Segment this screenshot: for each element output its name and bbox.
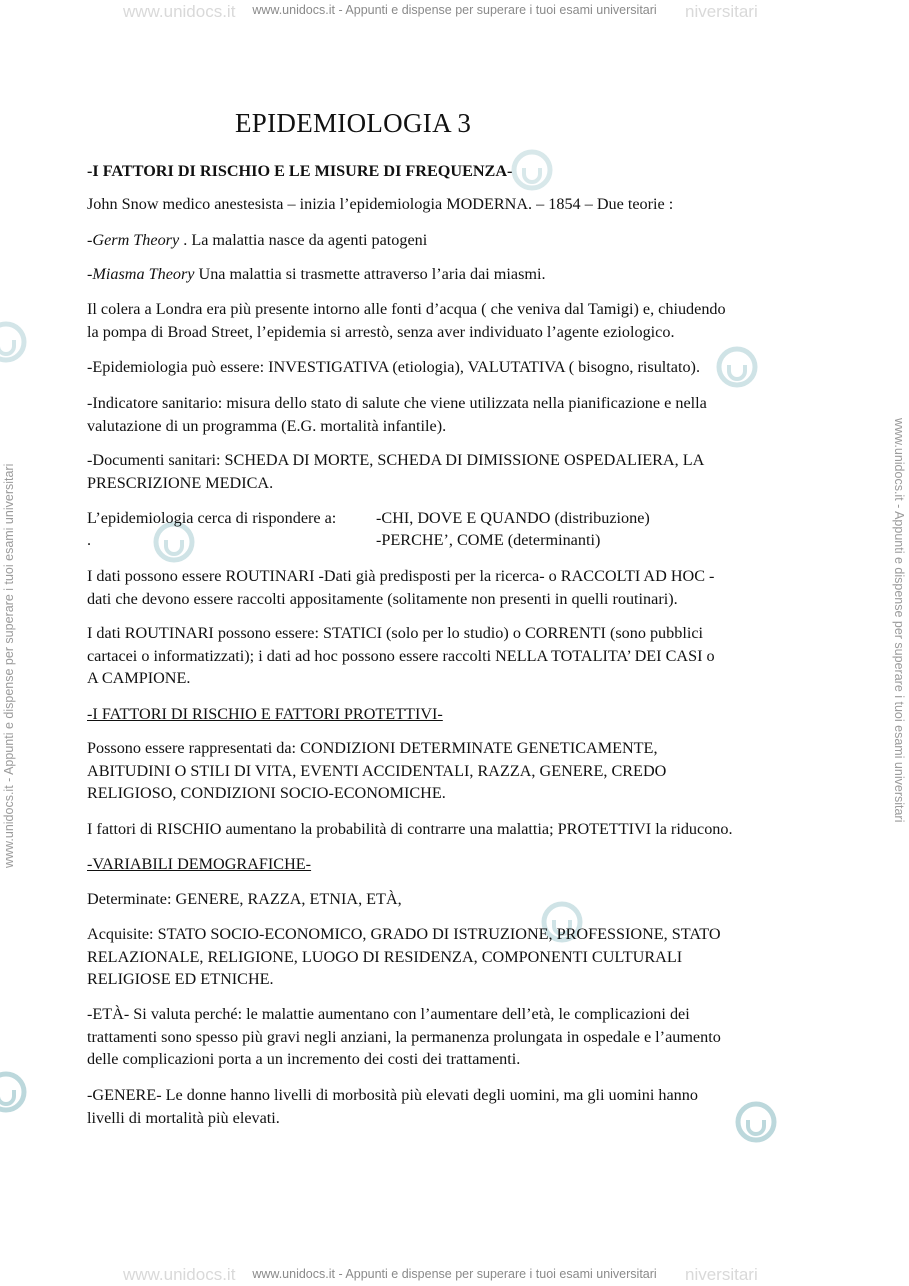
page-title: EPIDEMIOLOGIA 3	[235, 108, 472, 138]
paragraph	[87, 1084, 822, 1129]
text-line: I dati possono essere ROUTINARI -Dati già predisposti per la ricerca- o RACCOLTI AD HOC -	[87, 567, 715, 585]
section-heading: -I FATTORI DI RISCHIO E FATTORI PROTETTIVI-	[87, 705, 443, 723]
text-line: Il colera a Londra era più presente intorno alle fonti d’acqua ( che veniva dal Tamigi) e, chiudendo	[87, 300, 726, 318]
text-line: -GENERE- Le donne hanno livelli di morbosità più elevati degli uomini, ma gli uomini hanno	[87, 1086, 698, 1104]
term-text: Una malattia si trasmette attraverso l’aria dai miasmi.	[194, 265, 546, 283]
text-line: livelli di mortalità più elevati.	[87, 1108, 280, 1127]
paragraph	[87, 449, 822, 494]
paragraph: -Epidemiologia può essere: INVESTIGATIVA (etiologia), VALUTATIVA ( bisogno, risultato).	[87, 358, 700, 376]
watermark-ghost-bottom-left: www.unidocs.it	[123, 1265, 236, 1284]
text-line: la pompa di Broad Street, l’epidemia si arrestò, senza aver individuato l’agente eziologico.	[87, 322, 675, 341]
text-line: delle complicazioni porta a un incremento dei costi dei trattamenti.	[87, 1050, 521, 1068]
paragraph	[87, 263, 822, 286]
text-line: RELIGIOSO, CONDIZIONI SOCIO-ECONOMICHE.	[87, 784, 446, 802]
text-line: -Documenti sanitari: SCHEDA DI MORTE, SCHEDA DI DIMISSIONE OSPEDALIERA, LA	[87, 451, 705, 469]
text-line: cartacei o informatizzati); i dati ad hoc possono essere raccolti NELLA TOTALITA’ DEI CASI o	[87, 646, 715, 665]
watermark-side-left: www.unidocs.it - Appunti e dispense per superare i tuoi esami universitari	[2, 463, 16, 868]
paragraph	[87, 392, 822, 437]
term-label: -Germ Theory	[87, 231, 180, 249]
paragraph	[87, 923, 822, 991]
paragraph: John Snow medico anestesista – inizia l’epidemiologia MODERNA. – 1854 – Due teorie :	[87, 195, 674, 213]
text-line: Acquisite: STATO SOCIO-ECONOMICO, GRADO DI ISTRUZIONE, PROFESSIONE, STATO	[87, 925, 721, 943]
paragraph	[87, 1003, 822, 1071]
paragraph: Determinate: GENERE, RAZZA, ETNIA, ETÀ,	[87, 890, 402, 908]
watermark-ghost-top-left: www.unidocs.it	[123, 2, 236, 21]
term-label: -Miasma Theory	[87, 265, 195, 283]
text-line: ABITUDINI O STILI DI VITA, EVENTI ACCIDENTALI, RAZZA, GENERE, CREDO	[87, 761, 667, 780]
text-line: RELAZIONALE, RELIGIONE, LUOGO DI RESIDENZA, COMPONENTI CULTURALI	[87, 947, 683, 966]
text-line: .	[87, 531, 92, 549]
unidocs-logo-icon	[0, 1070, 28, 1114]
section-heading: -I FATTORI DI RISCHIO E LE MISURE DI FREQUENZA-	[87, 162, 513, 180]
section-heading: -VARIABILI DEMOGRAFICHE-	[87, 855, 312, 873]
paragraph	[87, 737, 822, 805]
text-line: trattamenti sono spesso più gravi negli anziani, la permanenza prolungata in ospedale e l’aumento	[87, 1027, 721, 1046]
text-line: valutazione di un programma (E.G. mortalità infantile).	[87, 416, 447, 435]
text-line: PRESCRIZIONE MEDICA.	[87, 473, 274, 492]
paragraph: I fattori di RISCHIO aumentano la probabilità di contrarre una malattia; PROTETTIVI la riducono.	[87, 820, 733, 838]
watermark-side-right: www.unidocs.it - Appunti e dispense per superare i tuoi esami universitari	[892, 418, 906, 823]
unidocs-logo-icon	[0, 320, 28, 364]
text-line: -ETÀ- Si valuta perché: le malattie aumentano con l’aumentare dell’età, le complicazioni dei	[87, 1005, 690, 1023]
term-text: . La malattia nasce da agenti patogeni	[179, 231, 428, 249]
text-line: -PERCHE’, COME (determinanti)	[376, 531, 601, 549]
watermark-ghost-top-right: niversitari	[685, 2, 758, 21]
paragraph	[87, 565, 822, 610]
text-line: dati che devono essere raccolti appositamente (solitamente non presenti in quelli routinari).	[87, 589, 678, 608]
watermark-top: www.unidocs.it - Appunti e dispense per superare i tuoi esami universitari	[252, 3, 657, 17]
text-line: Possono essere rappresentati da: CONDIZIONI DETERMINATE GENETICAMENTE,	[87, 739, 658, 757]
paragraph	[87, 298, 822, 343]
text-line: -CHI, DOVE E QUANDO (distribuzione)	[376, 509, 650, 527]
text-line: L’epidemiologia cerca di rispondere a:	[87, 509, 337, 527]
text-line: I dati ROUTINARI possono essere: STATICI (solo per lo studio) o CORRENTI (sono pubblici	[87, 624, 704, 642]
paragraph	[87, 622, 822, 690]
text-line: -Indicatore sanitario: misura dello stato di salute che viene utilizzata nella pianificazione e nella	[87, 394, 707, 412]
paragraph	[87, 229, 822, 252]
watermark-ghost-bottom-right: niversitari	[685, 1265, 758, 1284]
text-line: RELIGIOSE ED ETNICHE.	[87, 970, 274, 988]
text-line: A CAMPIONE.	[87, 669, 191, 687]
paragraph	[87, 507, 822, 553]
watermark-bottom: www.unidocs.it - Appunti e dispense per superare i tuoi esami universitari	[252, 1267, 657, 1281]
